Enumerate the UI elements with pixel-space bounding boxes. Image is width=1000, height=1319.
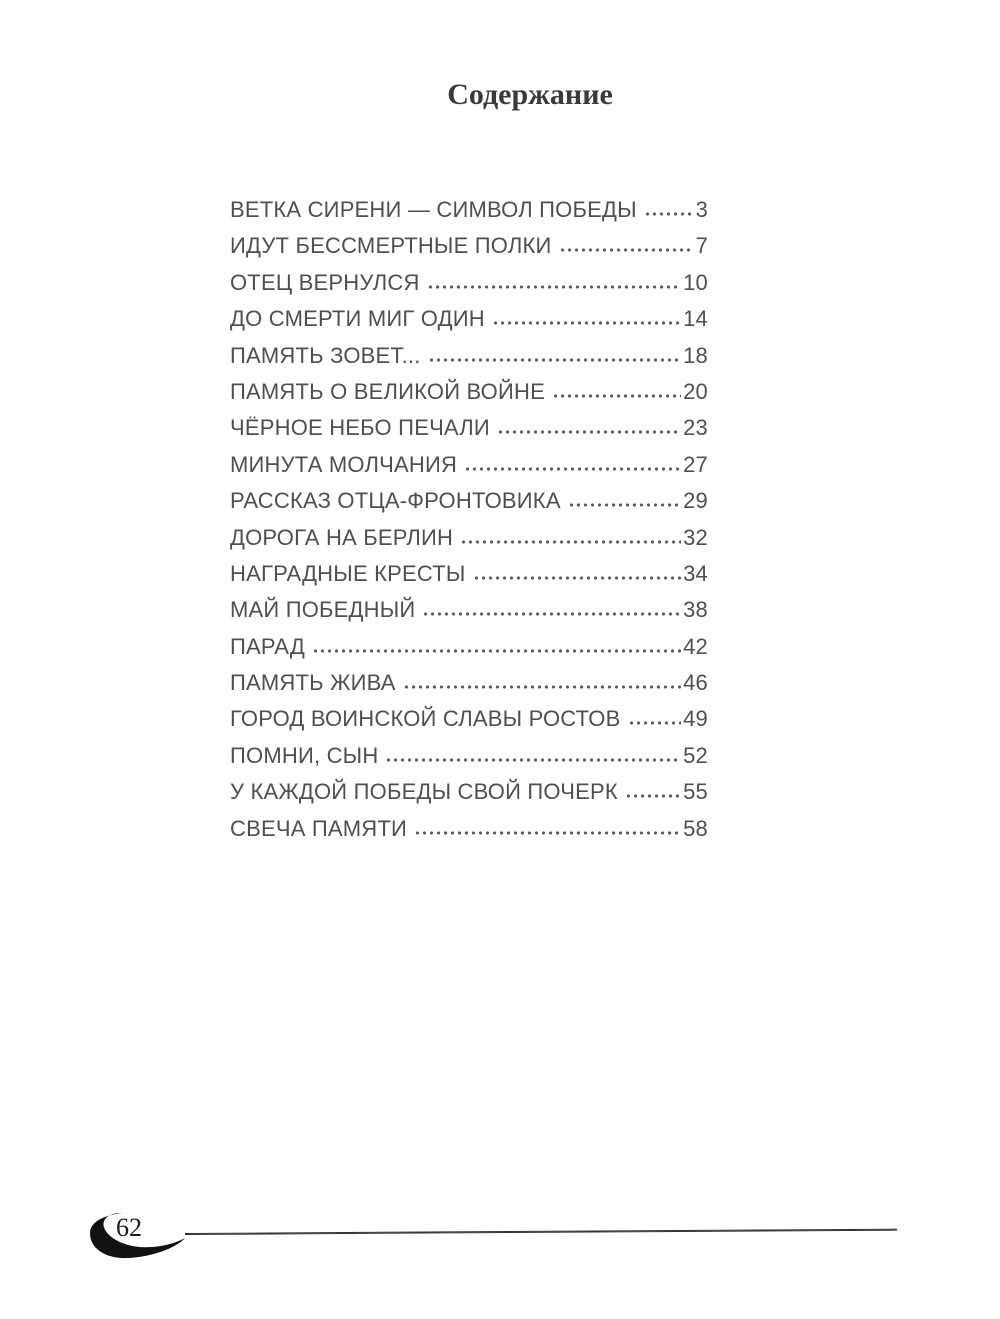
toc-entry [230, 379, 708, 415]
dot-leader [568, 502, 681, 508]
toc-entry-title: НАГРАДНЫЕ КРЕСТЫ [230, 560, 466, 586]
toc-entry [230, 779, 708, 815]
toc-entry [230, 525, 708, 561]
toc-entry-page-number: 55 [683, 779, 708, 805]
dot-leader [460, 539, 681, 545]
toc-entry-page-number: 14 [683, 306, 708, 332]
toc-list [230, 197, 708, 852]
dot-leader [428, 357, 682, 363]
toc-entry-page-number: 23 [683, 415, 708, 441]
toc-entry [230, 343, 708, 379]
toc-entry-title: ДО СМЕРТИ МИГ ОДИН [230, 306, 485, 332]
footer-double-rule [185, 1229, 897, 1236]
toc-entry-page-number: 3 [695, 197, 708, 222]
dot-leader [312, 648, 681, 654]
toc-entry-title: ОТЕЦ ВЕРНУЛСЯ [230, 269, 420, 295]
toc-entry [230, 197, 708, 233]
toc-entry-title: ГОРОД ВОИНСКОЙ СЛАВЫ РОСТОВ [230, 706, 621, 732]
crescent-ornament [86, 1208, 188, 1264]
toc-entry [230, 561, 708, 597]
dot-leader [628, 720, 682, 726]
toc-entry-page-number: 20 [683, 378, 708, 404]
dot-leader [385, 757, 681, 763]
toc-entry-title: РАССКАЗ ОТЦА-ФРОНТОВИКА [230, 488, 561, 514]
toc-entry-title: ПОМНИ, СЫН [230, 742, 379, 768]
toc-entry [230, 306, 708, 342]
toc-entry-page-number: 34 [683, 560, 708, 586]
toc-entry [230, 743, 708, 779]
toc-entry-page-number: 7 [695, 233, 708, 259]
toc-entry-title: ЧЁРНОЕ НЕБО ПЕЧАЛИ [230, 415, 490, 441]
toc-entry-page-number: 27 [683, 451, 708, 477]
dot-leader [559, 247, 694, 253]
toc-entry-page-number: 52 [683, 742, 708, 768]
toc-entry-title: ПАМЯТЬ ЖИВА [230, 670, 396, 696]
toc-entry-page-number: 49 [683, 706, 708, 732]
toc-entry-title: У КАЖДОЙ ПОБЕДЫ СВОЙ ПОЧЕРК [230, 779, 618, 805]
toc-entry-title: ДОРОГА НА БЕРЛИН [230, 524, 454, 550]
toc-entry-page-number: 29 [683, 488, 708, 514]
toc-entry-page-number: 38 [683, 597, 708, 623]
toc-entry-title: ПАМЯТЬ О ВЕЛИКОЙ ВОЙНЕ [230, 378, 545, 404]
page-title: Содержание [447, 78, 613, 111]
toc-entry-title: ВЕТКА СИРЕНИ — СИМВОЛ ПОБЕДЫ [230, 197, 637, 222]
footer-page-number: 62 [116, 1213, 142, 1242]
toc-entry [230, 452, 708, 488]
dot-leader [427, 284, 682, 290]
toc-entry [230, 415, 708, 451]
dot-leader [464, 466, 681, 472]
dot-leader [552, 393, 681, 399]
toc-entry-page-number: 46 [683, 670, 708, 696]
toc-entry [230, 634, 708, 670]
toc-entry-page-number: 10 [683, 269, 708, 295]
dot-leader [625, 793, 681, 799]
dot-leader [473, 575, 682, 581]
toc-entry [230, 706, 708, 742]
toc-entry [230, 233, 708, 269]
toc-entry [230, 488, 708, 524]
toc-entry-title: ИДУТ БЕССМЕРТНЫЕ ПОЛКИ [230, 233, 552, 259]
dot-leader [403, 684, 681, 690]
toc-entry [230, 816, 708, 852]
toc-entry-title: СВЕЧА ПАМЯТИ [230, 815, 408, 841]
dot-leader [492, 320, 681, 326]
toc-entry-page-number: 32 [683, 524, 708, 550]
toc-entry [230, 670, 708, 706]
toc-entry [230, 270, 708, 306]
toc-entry-page-number: 58 [683, 815, 708, 841]
dot-leader [644, 211, 694, 217]
toc-entry-title: МАЙ ПОБЕДНЫЙ [230, 597, 416, 623]
dot-leader [414, 830, 681, 836]
dot-leader [497, 429, 681, 435]
toc-entry [230, 597, 708, 633]
toc-entry-title: ПАРАД [230, 633, 305, 659]
toc-entry-title: ПАМЯТЬ ЗОВЕТ... [230, 342, 421, 368]
dot-leader [422, 611, 681, 617]
toc-entry-page-number: 42 [683, 633, 708, 659]
toc-entry-page-number: 18 [683, 342, 708, 368]
toc-entry-title: МИНУТА МОЛЧАНИЯ [230, 451, 458, 477]
